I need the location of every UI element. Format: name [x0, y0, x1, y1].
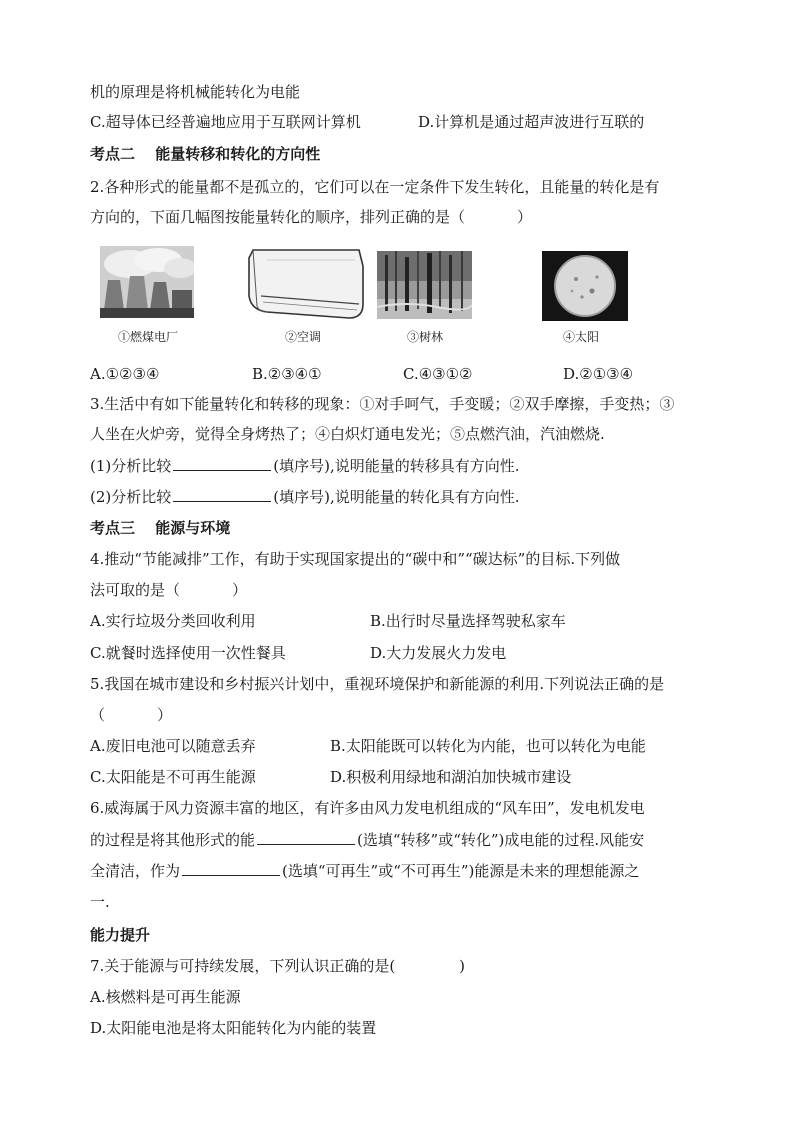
- figure-caption: ④太阳: [563, 330, 600, 344]
- option-a: A.实行垃圾分类回收利用: [90, 612, 256, 630]
- option-b: B.②③④①: [252, 365, 322, 383]
- fill-blank[interactable]: [173, 487, 271, 502]
- option-c: C.超导体已经普遍地应用于互联网计算机: [90, 113, 361, 131]
- option-a: A.①②③④: [90, 365, 160, 383]
- question-2-close: ）: [517, 208, 533, 226]
- question-3-part-1: [90, 456, 520, 476]
- question-5-open: （: [90, 706, 106, 724]
- question-7-text: 7.关于能源与可持续发展，下列认识正确的是(: [90, 957, 396, 975]
- option-b: B.出行时尽量选择驾驶私家车: [370, 612, 566, 630]
- figure-caption: ②空调: [285, 330, 322, 344]
- question-4-close: ）: [232, 581, 248, 599]
- option-d: D.大力发展火力发电: [370, 644, 507, 662]
- fill-blank[interactable]: [182, 861, 280, 876]
- section-title: 能力提升: [90, 926, 151, 944]
- question-5: 5.我国在城市建设和乡村振兴计划中，重视环境保护和新能源的利用.下列说法正确的是: [90, 675, 665, 693]
- figure-caption: ③树林: [407, 330, 444, 344]
- question-7: [90, 956, 465, 976]
- option-c: C.④③①②: [403, 365, 473, 383]
- question-6-end: 一.: [90, 893, 110, 911]
- text-line: 机的原理是将机械能转化为电能: [90, 83, 301, 101]
- question-5-cont: [90, 705, 172, 725]
- sun-image: [542, 251, 628, 321]
- question-7-close: ): [459, 957, 466, 975]
- fill-blank[interactable]: [257, 830, 355, 845]
- option-a: A.核燃料是可再生能源: [90, 988, 241, 1006]
- figure-caption: ①燃煤电厂: [118, 330, 179, 344]
- part-1-prefix: (1)分析比较: [90, 457, 172, 475]
- question-6: 6.威海属于风力资源丰富的地区，有许多由风力发电机组成的“风车田”，发电机发电: [90, 799, 645, 817]
- question-6-suffix: (选填“转移”或“转化”)成电能的过程.风能安: [357, 831, 645, 849]
- part-2-suffix: (填序号),说明能量的转化具有方向性.: [273, 488, 520, 506]
- option-d: D.积极利用绿地和湖泊加快城市建设: [330, 768, 572, 786]
- question-6-prefix: 全清洁，作为: [90, 862, 181, 880]
- question-6-prefix: 的过程是将其他形式的能: [90, 831, 256, 849]
- option-d: D.太阳能电池是将太阳能转化为内能的装置: [90, 1019, 377, 1037]
- question-2-cont: [90, 207, 532, 227]
- question-3-cont: 人坐在火炉旁，觉得全身烤热了；④白炽灯通电发光；⑤点燃汽油，汽油燃烧.: [90, 425, 605, 443]
- question-2: 2.各种形式的能量都不是孤立的，它们可以在一定条件下发生转化，且能量的转化是有: [90, 178, 660, 196]
- question-5-close: ）: [157, 706, 173, 724]
- forest-image: [377, 251, 472, 319]
- question-3: 3.生活中有如下能量转化和转移的现象：①对手呵气，手变暖；②双手摩擦，手变热；③: [90, 395, 675, 413]
- air-conditioner-image: [247, 246, 365, 322]
- section-title: 考点三 能源与环境: [90, 519, 231, 537]
- option-d: D.计算机是通过超声波进行互联的: [418, 113, 645, 131]
- question-6-cont: [90, 830, 644, 850]
- question-3-part-2: [90, 487, 520, 507]
- option-b: B.太阳能既可以转化为内能，也可以转化为电能: [330, 737, 646, 755]
- option-c: C.太阳能是不可再生能源: [90, 768, 256, 786]
- option-c: C.就餐时选择使用一次性餐具: [90, 644, 286, 662]
- option-d: D.②①③④: [563, 365, 634, 383]
- question-4: 4.推动“节能减排”工作，有助于实现国家提出的“碳中和”“碳达标”的目标.下列做: [90, 550, 621, 568]
- option-a: A.废旧电池可以随意丢弃: [90, 737, 256, 755]
- part-1-suffix: (填序号),说明能量的转移具有方向性.: [273, 457, 520, 475]
- section-title: 考点二 能量转移和转化的方向性: [90, 145, 321, 163]
- question-2-text: 方向的，下面几幅图按能量转化的顺序，排列正确的是（: [90, 208, 466, 226]
- part-2-prefix: (2)分析比较: [90, 488, 172, 506]
- question-6-suffix: (选填“可再生”或“不可再生”)能源是未来的理想能源之: [282, 862, 640, 880]
- question-4-text: 法可取的是（: [90, 581, 181, 599]
- question-6-cont: [90, 861, 639, 881]
- fill-blank[interactable]: [173, 456, 271, 471]
- power-plant-image: [100, 246, 194, 318]
- question-4-cont: [90, 580, 247, 600]
